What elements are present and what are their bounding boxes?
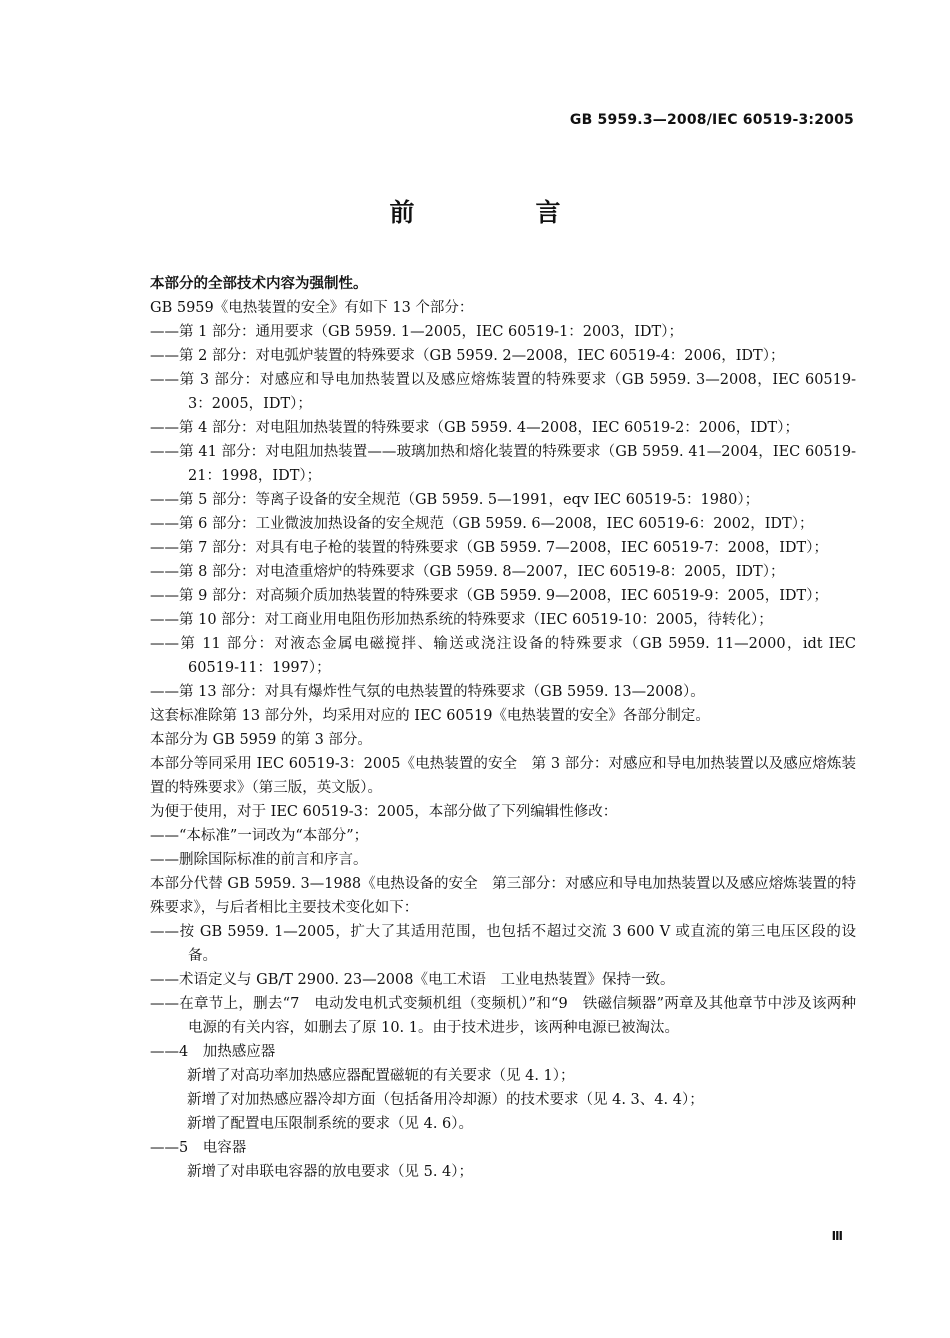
section-heading-5: ——5 电容器 [150,1140,247,1156]
list-item-part-13: ——第 13 部分：对具有爆炸性气氛的电热装置的特殊要求（GB 5959. 13—2008）。 [150,684,705,700]
list-item-change-terms: ——术语定义与 GB/T 2900. 23—2008《电工术语 工业电热装置》保持一致。 [150,972,675,988]
list-item-part-41: ——第 41 部分：对电阻加热装置——玻璃加热和熔化装置的特殊要求（GB 5959. 41—2004，IEC 60519-21：1998，IDT）； [150,444,856,484]
list-item-part-2: ——第 2 部分：对电弧炉装置的特殊要求（GB 5959. 2—2008，IEC 60519-4：2006，IDT）； [150,348,785,364]
foreword-body [150,272,856,1184]
standard-number-header: GB 5959.3—2008/IEC 60519-3:2005 [569,112,854,128]
section-heading-4: ——4 加热感应器 [150,1044,276,1060]
paragraph-equivalence: 本部分等同采用 IEC 60519-3：2005《电热装置的安全 第 3 部分：对感应和导电加热装置以及感应熔炼装置的特殊要求》（第三版，英文版）。 [150,756,856,796]
page-number: Ⅲ [831,1229,843,1243]
list-item-part-10: ——第 10 部分：对工商业用电阻伤形加热系统的特殊要求（IEC 60519-10：2005，待转化）； [150,612,773,628]
list-item-edit-2: ——删除国际标准的前言和序言。 [150,852,368,868]
list-item-part-3: ——第 3 部分：对感应和导电加热装置以及感应熔炼装置的特殊要求（GB 5959. 3—2008，IEC 60519-3：2005，IDT）； [150,372,856,412]
page-title: 前 言 [389,198,609,227]
paragraph-adoption: 这套标准除第 13 部分外，均采用对应的 IEC 60519《电热装置的安全》各部分制定。 [150,708,710,724]
list-item-4-6: 新增了配置电压限制系统的要求（见 4. 6）。 [187,1116,474,1132]
list-item-part-6: ——第 6 部分：工业微波加热设备的安全规范（GB 5959. 6—2008，IEC 60519-6：2002，IDT）； [150,516,814,532]
list-item-part-8: ——第 8 部分：对电渣重熔炉的特殊要求（GB 5959. 8—2007，IEC 60519-8：2005，IDT）； [150,564,785,580]
list-item-part-7: ——第 7 部分：对具有电子枪的装置的特殊要求（GB 5959. 7—2008，IEC 60519-7：2008，IDT）； [150,540,828,556]
paragraph-mandatory-statement: 本部分的全部技术内容为强制性。 [150,276,368,292]
list-item-part-11: ——第 11 部分：对液态金属电磁搅拌、输送或浇注设备的特殊要求（GB 5959. 11—2000，idt IEC 60519-11：1997）； [150,636,856,676]
paragraph-part-number: 本部分为 GB 5959 的第 3 部分。 [150,732,372,748]
list-item-part-9: ——第 9 部分：对高频介质加热装置的特殊要求（GB 5959. 9—2008，IEC 60519-9：2005，IDT）； [150,588,828,604]
list-item-part-4: ——第 4 部分：对电阻加热装置的特殊要求（GB 5959. 4—2008，IEC 60519-2：2006，IDT）； [150,420,799,436]
list-item-edit-1: ——“本标准”一词改为“本部分”； [150,828,369,844]
paragraph-replacement: 本部分代替 GB 5959. 3—1988《电热设备的安全 第三部分：对感应和导电加热装置以及感应熔炼装置的特殊要求》，与后者相比主要技术变化如下： [150,876,856,916]
list-item-part-1: ——第 1 部分：通用要求（GB 5959. 1—2005，IEC 60519-1：2003，IDT）； [150,324,683,340]
list-item-change-chapters: ——在章节上，删去“7 电动发电机式变频机组（变频机）”和“9 铁磁信频器”两章及其他章节中涉及该两种电源的有关内容，如删去了原 10. 1。由于技术进步，该两种电源已被淘汰。 [150,996,856,1036]
list-item-5-4: 新增了对串联电容器的放电要求（见 5. 4）； [187,1164,474,1180]
list-item-change-scope: ——按 GB 5959. 1—2005，扩大了其适用范围，也包括不超过交流 3 600 V 或直流的第三电压区段的设备。 [150,924,856,964]
list-item-part-5: ——第 5 部分：等离子设备的安全规范（GB 5959. 5—1991，eqv IEC 60519-5：1980）； [150,492,760,508]
paragraph-parts-intro: GB 5959《电热装置的安全》有如下 13 个部分： [150,300,474,316]
paragraph-editorial-changes: 为便于使用，对于 IEC 60519-3：2005，本部分做了下列编辑性修改： [150,804,618,820]
list-item-4-3: 新增了对加热感应器冷却方面（包括备用冷却源）的技术要求（见 4. 3、4. 4）； [187,1092,704,1108]
list-item-4-1: 新增了对高功率加热感应器配置磁轭的有关要求（见 4. 1）； [187,1068,575,1084]
